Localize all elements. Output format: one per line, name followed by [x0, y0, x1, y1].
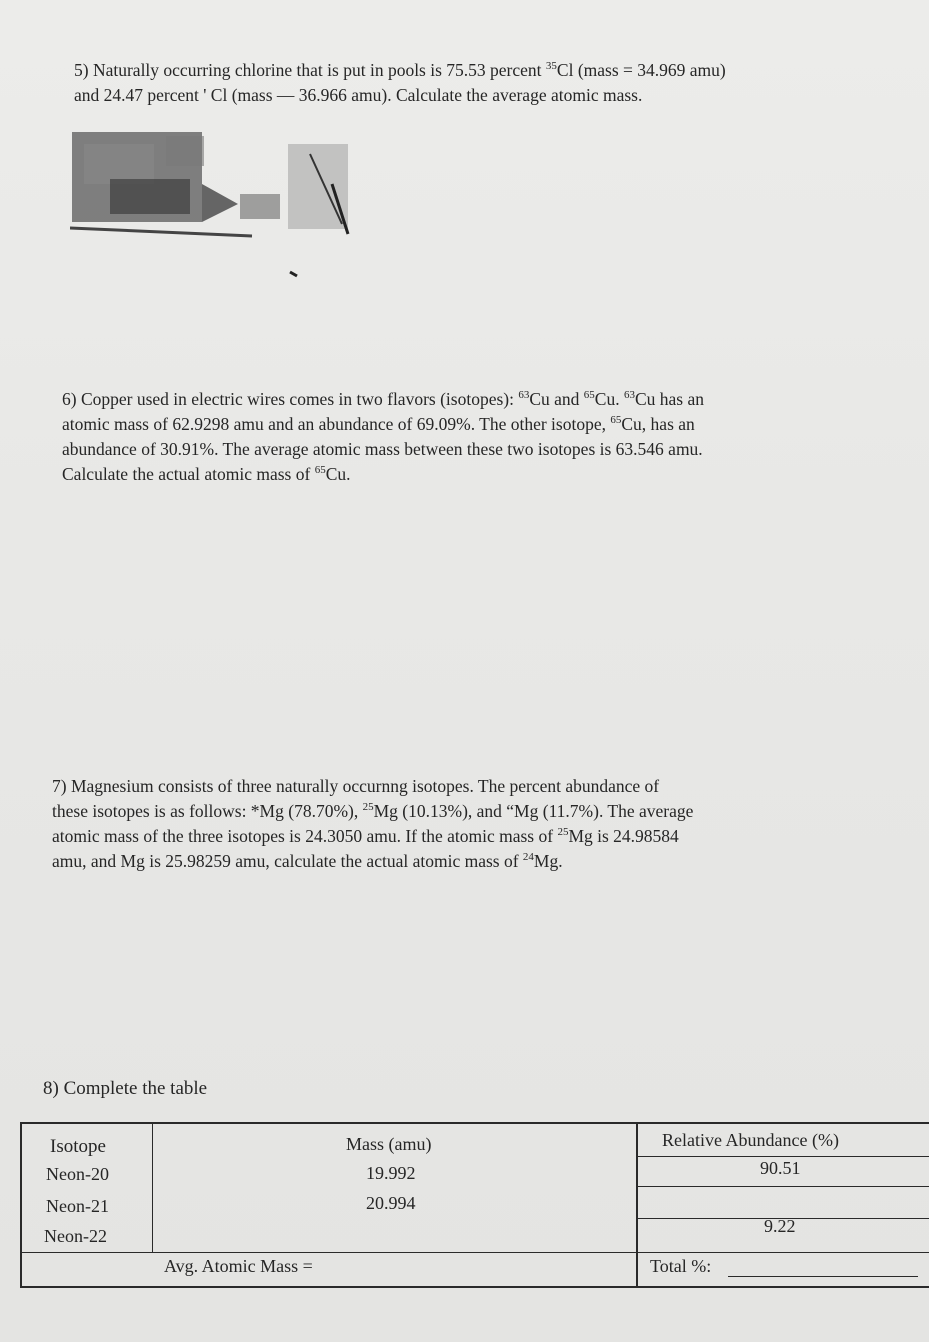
row-1-mass: 19.992 [366, 1163, 416, 1183]
q5-line-2: and 24.47 percent ' Cl (mass — 36.966 amu). Calculate the average atomic mass. [74, 85, 643, 105]
header-isotope: Isotope [50, 1136, 106, 1157]
q7-text-2a: these isotopes is as follows: *Mg (78.70%), [52, 801, 363, 821]
q7-text-3a: atomic mass of the three isotopes is 24.3050 amu. If the atomic mass of [52, 826, 558, 846]
table-row-line-avg [20, 1252, 929, 1253]
q6-text-a: 6) Copper used in electric wires comes in two flavors (isotopes): [62, 389, 519, 409]
row-1-abundance: 90.51 [760, 1158, 801, 1178]
question-6 [62, 387, 852, 487]
table-col-divider-1 [152, 1122, 153, 1252]
table-row-line-1 [638, 1156, 929, 1157]
q6-line-3: abundance of 30.91%. The average atomic mass between these two isotopes is 63.546 amu. [62, 439, 703, 459]
q7-text-4b: Mg. [533, 851, 563, 871]
q6-line-2 [62, 412, 852, 437]
table-row-line-2 [638, 1186, 929, 1187]
total-percent-label: Total %: [650, 1256, 712, 1276]
q6-text-2a: atomic mass of 62.9298 amu and an abundance of 69.09%. The other isotope, [62, 414, 611, 434]
question-5 [74, 58, 854, 108]
q5-text-1b: Cl (mass = 34.969 amu) [556, 60, 726, 80]
q6-sup-4: 65 [610, 414, 622, 427]
row-3-isotope: Neon-22 [44, 1226, 107, 1246]
q7-text-2b: Mg (10.13%), and “Mg (11.7%). The average [373, 801, 694, 821]
q5-sup: 35 [545, 60, 557, 73]
q7-text-4a: amu, and Mg is 25.98259 amu, calculate the actual atomic mass of [52, 851, 523, 871]
q6-sup-2: 65 [583, 389, 595, 402]
q6-text-b: Cu and [529, 389, 584, 409]
q7-line-1: 7) Magnesium consists of three naturally occurnng isotopes. The percent abundance of [52, 776, 660, 796]
question-8-title: 8) Complete the table [43, 1078, 208, 1099]
header-relative-abundance: Relative Abundance (%) [662, 1130, 839, 1150]
scribbled-work-image [70, 124, 360, 294]
q5-text-1a: 5) Naturally occurring chlorine that is put in pools is 75.53 percent [74, 60, 546, 80]
q6-text-d: Cu has an [634, 389, 705, 409]
q7-sup-3: 24 [522, 851, 534, 864]
row-2-isotope: Neon-21 [46, 1196, 109, 1216]
table-border-top [20, 1122, 929, 1124]
q7-line-4 [52, 849, 852, 874]
q6-text-c: Cu. [594, 389, 624, 409]
q6-sup-3: 63 [623, 389, 635, 402]
q7-line-2 [52, 799, 852, 824]
q6-sup-5: 65 [314, 464, 326, 477]
q7-sup-2: 25 [557, 826, 569, 839]
row-3-abundance: 9.22 [764, 1216, 796, 1236]
avg-atomic-mass-label: Avg. Atomic Mass = [164, 1256, 313, 1276]
q6-line-1 [62, 387, 852, 412]
q6-text-4a: Calculate the actual atomic mass of [62, 464, 315, 484]
q6-text-2b: Cu, has an [621, 414, 695, 434]
q6-text-4b: Cu. [325, 464, 351, 484]
q7-line-3 [52, 824, 852, 849]
question-7 [52, 774, 852, 874]
row-1-isotope: Neon-20 [46, 1164, 109, 1184]
q6-sup-1: 63 [518, 389, 530, 402]
header-mass: Mass (amu) [346, 1134, 432, 1154]
q5-line-1 [74, 58, 854, 83]
table-col-divider-2 [636, 1122, 638, 1288]
table-border-left [20, 1122, 22, 1288]
row-2-mass: 20.994 [366, 1193, 416, 1213]
q7-sup-1: 25 [362, 801, 374, 814]
total-answer-blank [728, 1276, 918, 1277]
table-border-bottom [20, 1286, 929, 1288]
q6-line-4 [62, 462, 852, 487]
isotope-table [20, 1122, 929, 1288]
q7-text-3b: Mg is 24.98584 [568, 826, 679, 846]
